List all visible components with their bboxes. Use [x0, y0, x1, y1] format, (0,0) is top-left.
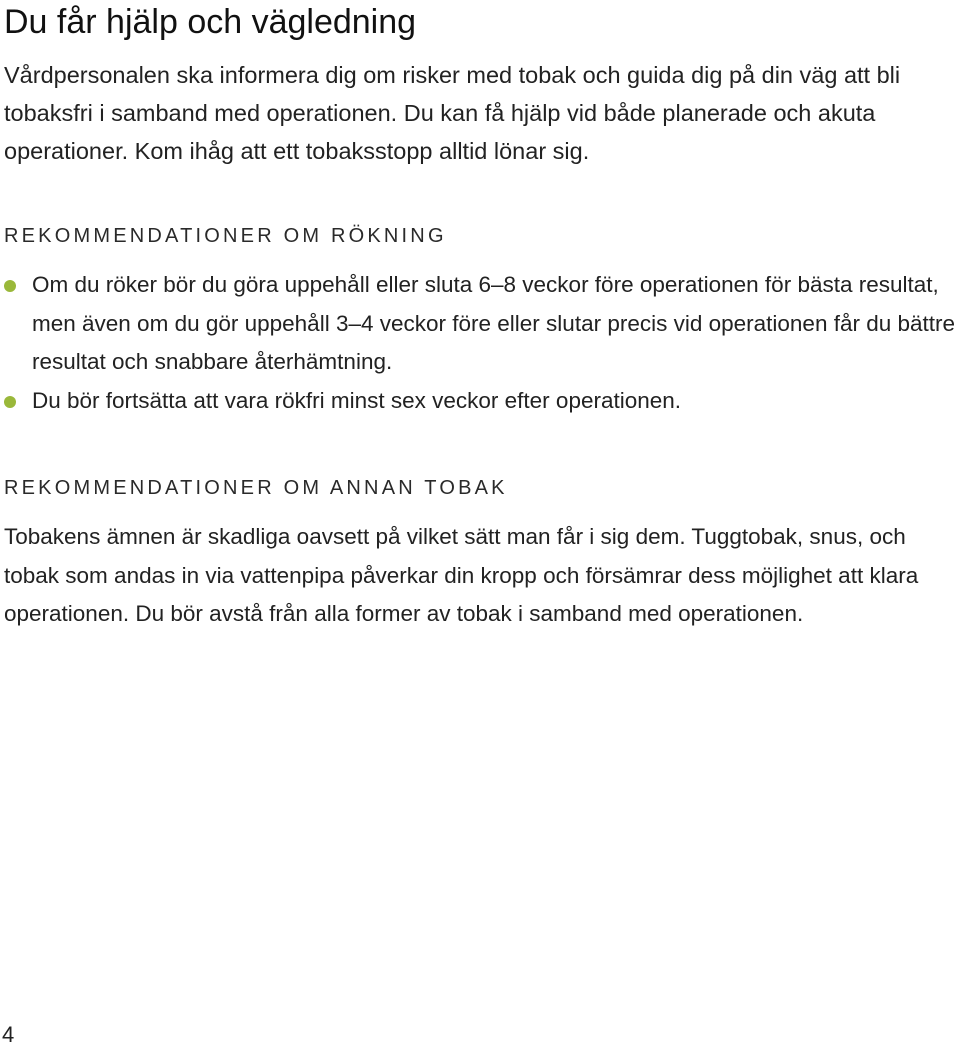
section-heading-tobacco: REKOMMENDATIONER OM ANNAN TOBAK [4, 477, 508, 499]
intro-paragraph: Vårdpersonalen ska informera dig om risker med tobak och guida dig på din väg att bli tobaksfri i samband med operationen. Du kan få hjälp vid både planerade och akuta operationer. Kom ihåg att ett tobaksstopp alltid lönar sig. [4, 62, 901, 164]
list-item-text: Du bör fortsätta att vara rökfri minst sex veckor efter operationen. [32, 387, 682, 413]
bullet-dot-icon [4, 280, 16, 292]
bullet-dot-icon [4, 396, 16, 408]
page-number: 4 [2, 1022, 15, 1047]
section-heading-smoking: REKOMMENDATIONER OM RÖKNING [4, 225, 447, 247]
smoking-recommendations-list [0, 266, 956, 420]
page-title: Du får hjälp och vägledning [4, 3, 417, 41]
list-item-text: Om du röker bör du göra uppehåll eller sluta 6–8 veckor före operationen för bästa resultat, men även om du gör uppehåll 3–4 veckor före eller slutar precis vid operationen får du bättre resultat och snabbare återhämtning. [32, 272, 956, 374]
list-item [0, 266, 956, 382]
tobacco-paragraph: Tobakens ämnen är skadliga oavsett på vilket sätt man får i sig dem. Tuggtobak, snus, och tobak som andas in via vattenpipa påverkar din kropp och försämrar dess möjlighet att klara operationen. Du bör avstå från alla former av tobak i samband med operationen. [4, 524, 919, 626]
list-item [0, 382, 956, 421]
